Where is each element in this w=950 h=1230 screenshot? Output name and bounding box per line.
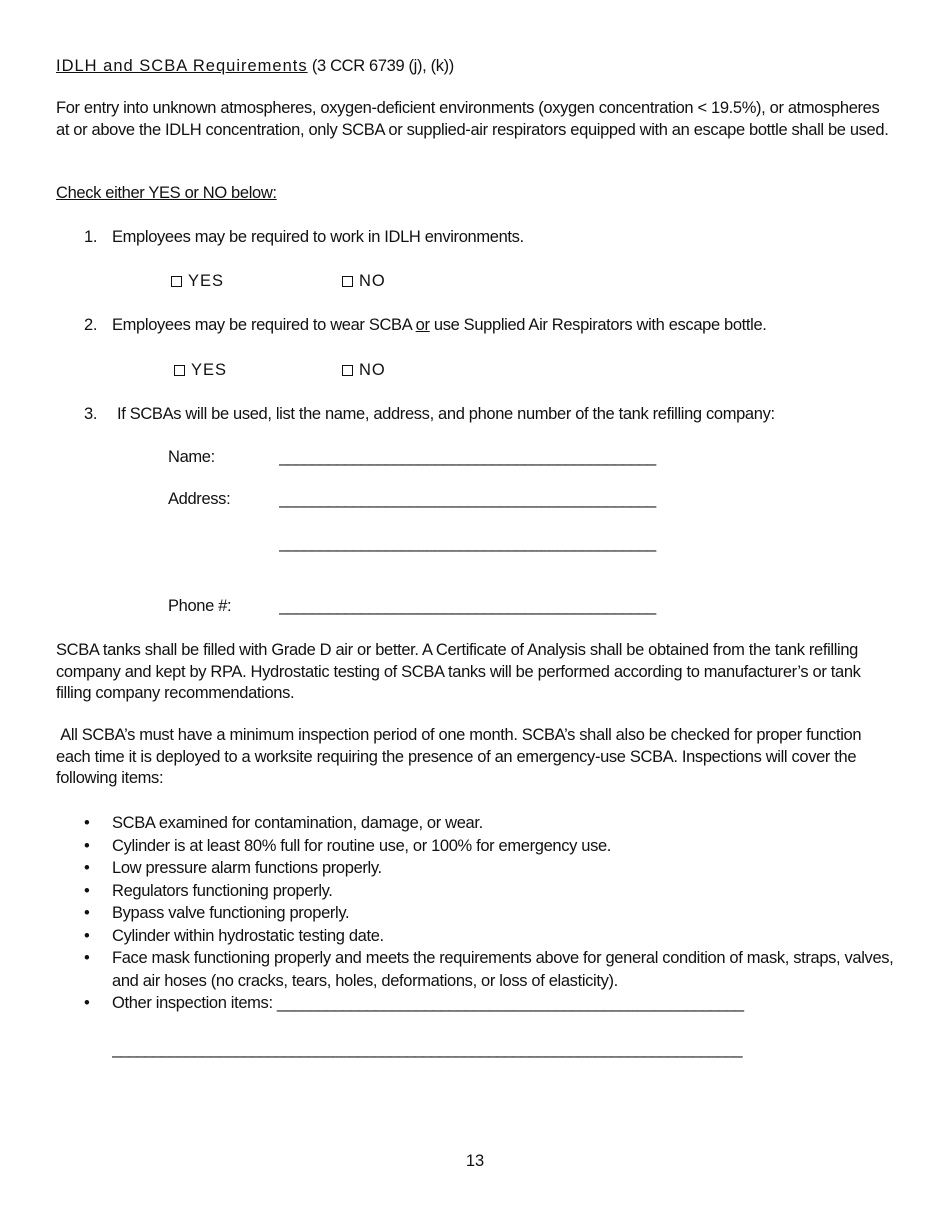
inspection-items-list [56, 812, 896, 1015]
list-item-text: Cylinder is at least 80% full for routine use, or 100% for emergency use. [112, 836, 612, 855]
page-number: 13 [465, 1152, 485, 1170]
question-1-no-option[interactable] [342, 272, 386, 291]
bullet-icon: • [84, 994, 90, 1012]
list-item-text: Low pressure alarm functions properly. [112, 859, 382, 877]
bullet-icon: • [84, 859, 90, 877]
question-1-no-label: NO [359, 272, 386, 290]
bullet-icon: • [84, 881, 90, 900]
question-2-no-option[interactable] [342, 361, 386, 380]
list-item-text: Regulators functioning properly. [112, 881, 333, 900]
other-items-blank-line-1[interactable]: _________________________________________________________ [276, 994, 743, 1012]
bullet-icon: • [84, 836, 90, 855]
question-1-yes-checkbox[interactable] [171, 276, 182, 287]
name-blank-line[interactable]: ______________________________________________ [279, 448, 656, 466]
question-3-number: 3. [84, 405, 98, 423]
question-2-text-after: use Supplied Air Respirators with escape bottle. [429, 316, 767, 334]
question-1-yes-option[interactable] [171, 272, 224, 291]
other-items-label: Other inspection items: [112, 994, 277, 1012]
list-item [56, 925, 896, 948]
question-2-yes-option[interactable] [174, 361, 227, 380]
address-label: Address: [168, 490, 231, 508]
list-item [56, 947, 896, 992]
question-2-no-label: NO [359, 361, 386, 379]
question-1-yes-label: YES [188, 272, 225, 290]
list-item [56, 857, 896, 880]
question-2-text-before: Employees may be required to wear SCBA [112, 316, 416, 334]
filling-paragraph: SCBA tanks shall be filled with Grade D air or better. A Certificate of Analysis shall be obtained from the tank refilling company and kept by RPA. Hydrostatic testing of SCBA tanks will be performed according to manufacturer’s or tank filling company recommendations. [56, 641, 861, 702]
section-heading [56, 57, 454, 76]
inspection-paragraph: All SCBA’s must have a minimum inspection period of one month. SCBA’s shall also be checked for proper function each time it is deployed to a worksite requiring the presence of an emergency-use SCBA. Inspections will cover the following items: [56, 726, 866, 787]
phone-blank-line[interactable]: ______________________________________________ [279, 597, 656, 615]
check-instruction: Check either YES or NO below: [56, 184, 277, 202]
bullet-icon: • [84, 926, 90, 945]
bullet-icon: • [84, 904, 90, 922]
question-2-number: 2. [84, 316, 98, 334]
list-item-text: SCBA examined for contamination, damage, or wear. [112, 814, 483, 832]
bullet-icon: • [84, 949, 90, 967]
address-blank-line-2[interactable]: ______________________________________________ [279, 534, 656, 552]
list-item [56, 902, 896, 925]
question-2-yes-checkbox[interactable] [174, 365, 185, 376]
question-1-no-checkbox[interactable] [342, 276, 353, 287]
question-2-text [112, 316, 767, 335]
address-blank-line-1[interactable]: ______________________________________________ [279, 490, 656, 508]
question-3-text: If SCBAs will be used, list the name, address, and phone number of the tank refilling company: [117, 405, 775, 423]
section-citation: (3 CCR 6739 (j), (k)) [307, 57, 454, 75]
question-2-text-or: or [415, 316, 430, 334]
list-item-text: Bypass valve functioning properly. [112, 904, 350, 922]
other-items-row [56, 992, 896, 1015]
bullet-icon: • [84, 814, 90, 832]
list-item-text: Cylinder within hydrostatic testing date. [112, 926, 384, 945]
other-items-blank-line-2[interactable]: _____________________________________________________________________________ [112, 1040, 742, 1058]
list-item [56, 880, 896, 903]
name-label: Name: [168, 448, 215, 466]
list-item [56, 835, 896, 858]
question-2-yes-label: YES [191, 361, 228, 379]
list-item-text: Face mask functioning properly and meets the requirements above for general condition of mask, straps, valves, and air hoses (no cracks, tears, holes, deformations, or loss of elasticity). [112, 949, 894, 990]
question-1-number: 1. [84, 228, 98, 246]
phone-label: Phone #: [168, 597, 232, 615]
question-1-text: Employees may be required to work in IDLH environments. [112, 228, 524, 246]
list-item [56, 812, 896, 835]
section-title: IDLH and SCBA Requirements [56, 57, 308, 75]
question-2-no-checkbox[interactable] [342, 365, 353, 376]
intro-paragraph: For entry into unknown atmospheres, oxygen-deficient environments (oxygen concentration < 19.5%), or atmospheres at or above the IDLH concentration, only SCBA or supplied-air respirators equipped with an escape bottle shall be used. [56, 99, 889, 139]
